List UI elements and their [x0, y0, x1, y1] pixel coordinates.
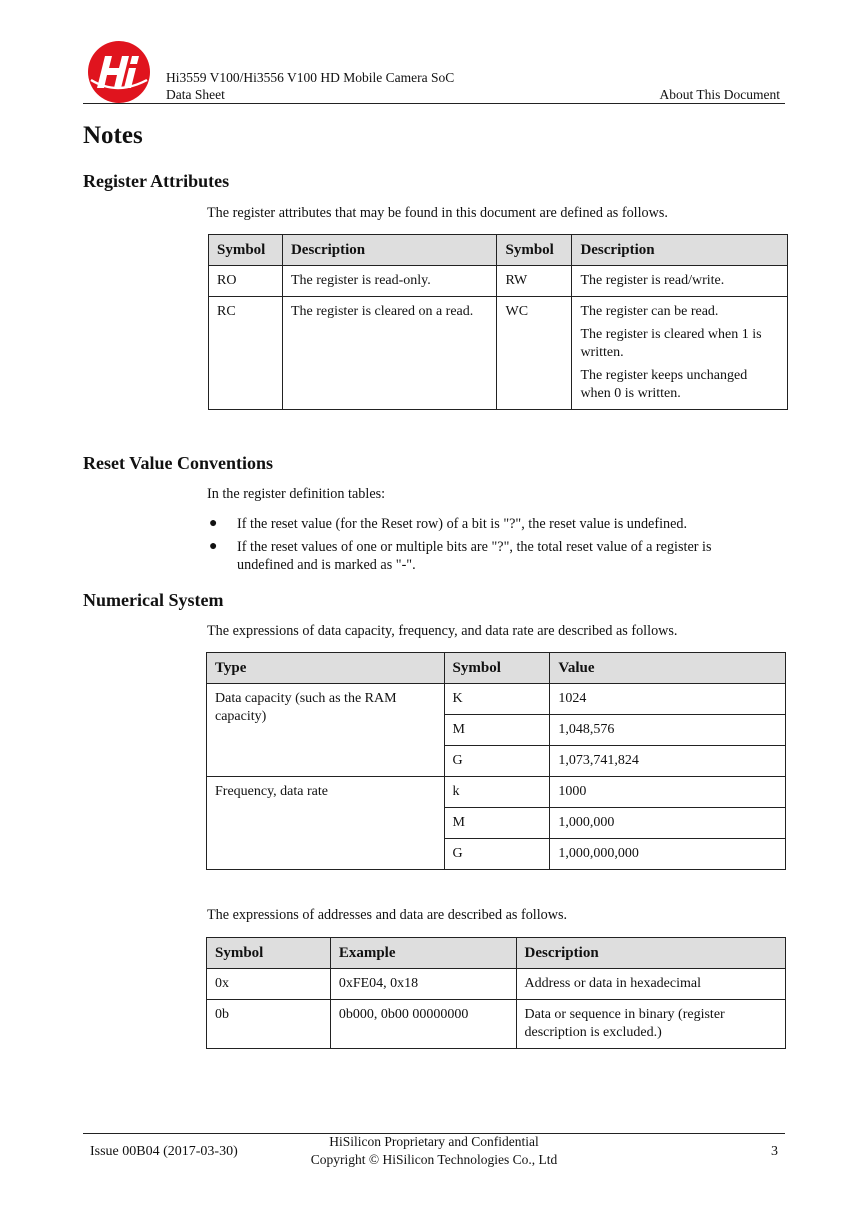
- column-header: Description: [516, 938, 786, 969]
- register-attributes-table: [208, 234, 788, 410]
- table-row: [209, 297, 788, 410]
- header-rule: [83, 103, 785, 104]
- table-cell: M: [444, 808, 550, 839]
- table-cell: 1,048,576: [550, 715, 786, 746]
- column-header: Type: [207, 653, 445, 684]
- table-cell: 1,000,000,000: [550, 839, 786, 870]
- numerical-system-intro: The expressions of data capacity, frequency, and data rate are described as follows.: [207, 623, 678, 639]
- table-cell: Address or data in hexadecimal: [516, 969, 786, 1000]
- address-data-table: [206, 937, 786, 1049]
- table-cell: Data capacity (such as the RAM capacity): [207, 684, 445, 777]
- column-header: Value: [550, 653, 786, 684]
- numerical-system-heading: Numerical System: [83, 590, 224, 610]
- address-expressions-intro: The expressions of addresses and data are described as follows.: [207, 907, 568, 923]
- column-header: Symbol: [444, 653, 550, 684]
- header-product-title: Hi3559 V100/Hi3556 V100 HD Mobile Camera SoC: [166, 70, 455, 85]
- register-attributes-heading: Register Attributes: [83, 171, 230, 191]
- bullet-text: If the reset values of one or multiple bits are "?", the total reset value of a register is undefined and is marked as "-".: [237, 539, 712, 573]
- table-row: [207, 777, 786, 808]
- cell-line: The register is read/write.: [580, 273, 725, 288]
- table-header-row: [207, 653, 786, 684]
- table-cell: The register is read-only.: [282, 266, 497, 297]
- reset-value-heading: Reset Value Conventions: [83, 453, 274, 473]
- table-cell: G: [444, 746, 550, 777]
- table-cell: 1024: [550, 684, 786, 715]
- table-cell: [572, 297, 788, 410]
- page-number: 3: [771, 1144, 778, 1159]
- hisilicon-logo: [87, 40, 151, 104]
- numerical-system-table: [206, 652, 786, 870]
- reset-value-intro: In the register definition tables:: [207, 486, 386, 502]
- bullet-text: If the reset value (for the Reset row) of a bit is "?", the reset value is undefined.: [237, 516, 688, 532]
- table-cell: k: [444, 777, 550, 808]
- column-header: Symbol: [497, 235, 572, 266]
- column-header: Example: [330, 938, 516, 969]
- cell-line: The register is cleared when 1 is written.: [580, 327, 762, 360]
- cell-line: The register keeps unchanged when 0 is written.: [580, 368, 748, 401]
- table-cell: G: [444, 839, 550, 870]
- reset-value-bullet-list: [207, 515, 767, 579]
- table-cell: Data or sequence in binary (register description is excluded.): [516, 1000, 786, 1049]
- bullet-icon: ●: [209, 516, 218, 531]
- table-cell: 0xFE04, 0x18: [330, 969, 516, 1000]
- table-cell: [572, 266, 788, 297]
- cell-line: The register can be read.: [580, 304, 719, 319]
- table-cell: WC: [497, 297, 572, 410]
- table-cell: 1,000,000: [550, 808, 786, 839]
- table-cell: K: [444, 684, 550, 715]
- table-cell: The register is cleared on a read.: [282, 297, 497, 410]
- table-cell: M: [444, 715, 550, 746]
- header-doc-type: Data Sheet: [166, 87, 225, 102]
- footer-issue: Issue 00B04 (2017-03-30): [90, 1144, 238, 1159]
- table-cell: RC: [209, 297, 283, 410]
- table-row: [209, 266, 788, 297]
- table-header-row: [209, 235, 788, 266]
- table-cell: Frequency, data rate: [207, 777, 445, 870]
- column-header: Description: [572, 235, 788, 266]
- register-attributes-intro: The register attributes that may be found in this document are defined as follows.: [207, 205, 668, 221]
- table-cell: 1000: [550, 777, 786, 808]
- list-item: [207, 515, 767, 533]
- footer-copyright-line: Copyright © HiSilicon Technologies Co., Ltd: [310, 1152, 558, 1167]
- footer-copyright: [300, 1133, 568, 1169]
- table-cell: RW: [497, 266, 572, 297]
- table-header-row: [207, 938, 786, 969]
- column-header: Symbol: [209, 235, 283, 266]
- bullet-icon: ●: [209, 539, 218, 554]
- table-cell: 0x: [207, 969, 331, 1000]
- table-row: [207, 969, 786, 1000]
- column-header: Description: [282, 235, 497, 266]
- table-row: [207, 1000, 786, 1049]
- page-title: Notes: [83, 122, 143, 149]
- table-cell: RO: [209, 266, 283, 297]
- list-item: [207, 538, 767, 574]
- table-row: [207, 684, 786, 715]
- column-header: Symbol: [207, 938, 331, 969]
- footer-confidential: HiSilicon Proprietary and Confidential: [329, 1134, 539, 1149]
- table-cell: 0b: [207, 1000, 331, 1049]
- header-section: About This Document: [659, 87, 780, 102]
- table-cell: 0b000, 0b00 00000000: [330, 1000, 516, 1049]
- table-cell: 1,073,741,824: [550, 746, 786, 777]
